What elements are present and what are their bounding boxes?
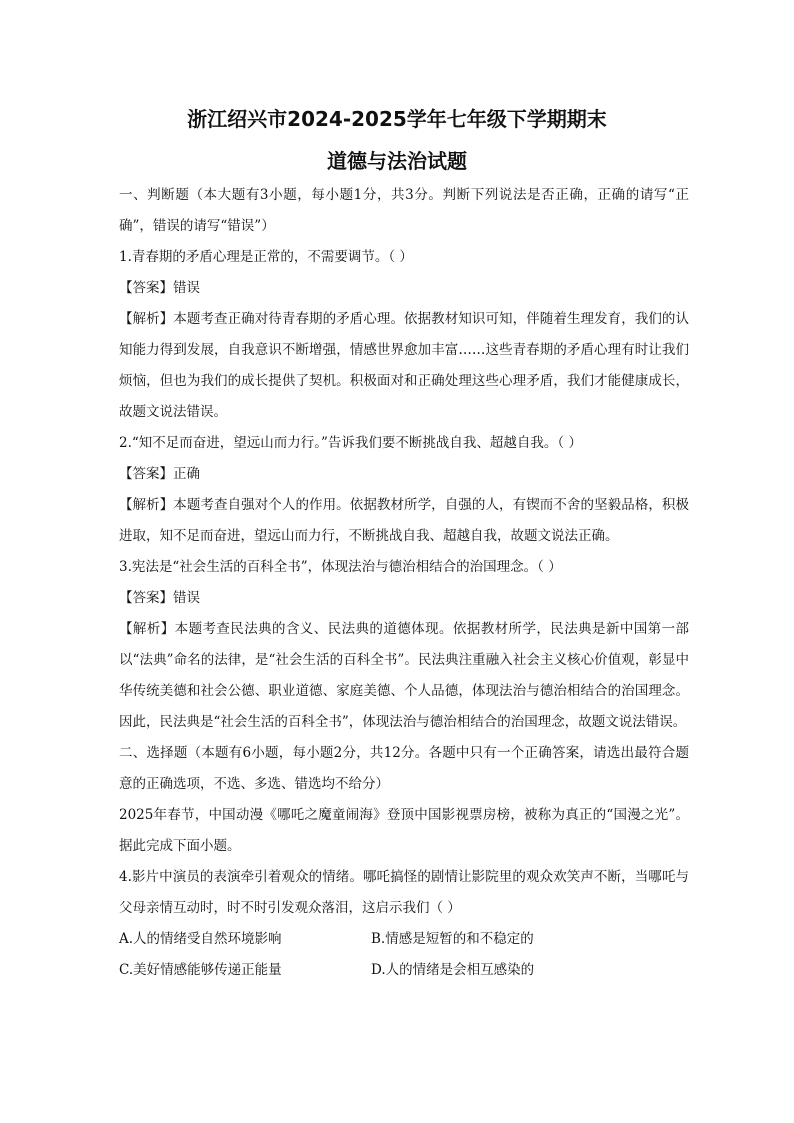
analysis-tag: 【解析】 — [119, 311, 174, 327]
question-1-analysis — [119, 304, 689, 428]
question-4-stem: 4.影片中演员的表演牵引着观众的情绪。哪吒搞怪的剧情让影院里的观众欢笑声不断，当哪吒与父母亲情互动时，时不时引发观众落泪，这启示我们（ ） — [119, 869, 689, 916]
exam-subtitle: 道德与法治试题 — [327, 149, 467, 173]
analysis-text: 本题考查民法典的含义、民法典的道德体现。依据教材所学，民法典是新中国第一部以“法典”命名的法律，是“社会生活的百科全书”。民法典注重融入社会主义核心价值观，彰显中华传统美德和社会公德、职业道德、家庭美德、个人品德，体现法治与德治相结合的治国理念。因此，民法典是“社会生活的百科全书”，体现法治与德治相结合的治国理念，故题文说法错误。 — [119, 621, 690, 730]
question-1-answer — [119, 273, 689, 304]
question-2-answer — [119, 459, 689, 490]
exam-body — [119, 180, 689, 986]
question-3-answer — [119, 583, 689, 614]
answer-tag: 【答案】 — [119, 590, 173, 606]
exam-title: 浙江绍兴市2024-2025学年七年级下学期期末 — [187, 107, 607, 131]
question-3-stem: 3.宪法是“社会生活的百科全书”，体现法治与德治相结合的治国理念。（ ） — [119, 559, 562, 575]
answer-text: 错误 — [173, 590, 200, 606]
question-1-stem: 1.青春期的矛盾心理是正常的，不需要调节。（ ） — [119, 249, 413, 265]
question-3-analysis — [119, 614, 689, 738]
question-material: 2025年春节，中国动漫《哪吒之魔童闹海》登顶中国影视票房榜，被称为真正的“国漫之光”。据此完成下面小题。 — [119, 807, 689, 854]
answer-text: 错误 — [173, 280, 200, 296]
analysis-text: 本题考查正确对待青春期的矛盾心理。依据教材知识可知，伴随着生理发育，我们的认知能力得到发展，自我意识不断增强，情感世界愈加丰富……这些青春期的矛盾心理有时让我们烦恼，但也为我们的成长提供了契机。积极面对和正确处理这些心理矛盾，我们才能健康成长，故题文说法错误。 — [119, 311, 690, 420]
answer-tag: 【答案】 — [119, 280, 173, 296]
question-2-analysis — [119, 490, 689, 552]
option-c: C.美好情感能够传递正能量 — [119, 962, 282, 978]
answer-text: 正确 — [173, 466, 200, 482]
question-2-stem: 2.“知不足而奋进，望远山而力行。”告诉我们要不断挑战自我、超越自我。（ ） — [119, 435, 582, 451]
answer-tag: 【答案】 — [119, 466, 173, 482]
analysis-text: 本题考查自强对个人的作用。依据教材所学，自强的人，有锲而不舍的坚毅品格，积极进取，知不足而奋进，望远山而力行，不断挑战自我、超越自我，故题文说法正确。 — [119, 497, 690, 544]
section-1-heading: 一、判断题（本大题有3小题，每小题1分，共3分。判断下列说法是否正确，正确的请写“正确”，错误的请写“错误”） — [119, 187, 689, 234]
option-d: D.人的情绪是会相互感染的 — [371, 962, 535, 978]
analysis-tag: 【解析】 — [119, 621, 175, 637]
option-a: A.人的情绪受自然环境影响 — [119, 931, 282, 947]
analysis-tag: 【解析】 — [119, 497, 174, 513]
question-4-options — [119, 924, 689, 986]
section-2-heading: 二、选择题（本题有6小题，每小题2分，共12分。各题中只有一个正确答案，请选出最符合题意的正确选项，不选、多选、错选均不给分） — [119, 745, 689, 792]
option-b: B.情感是短暂的和不稳定的 — [371, 931, 534, 947]
